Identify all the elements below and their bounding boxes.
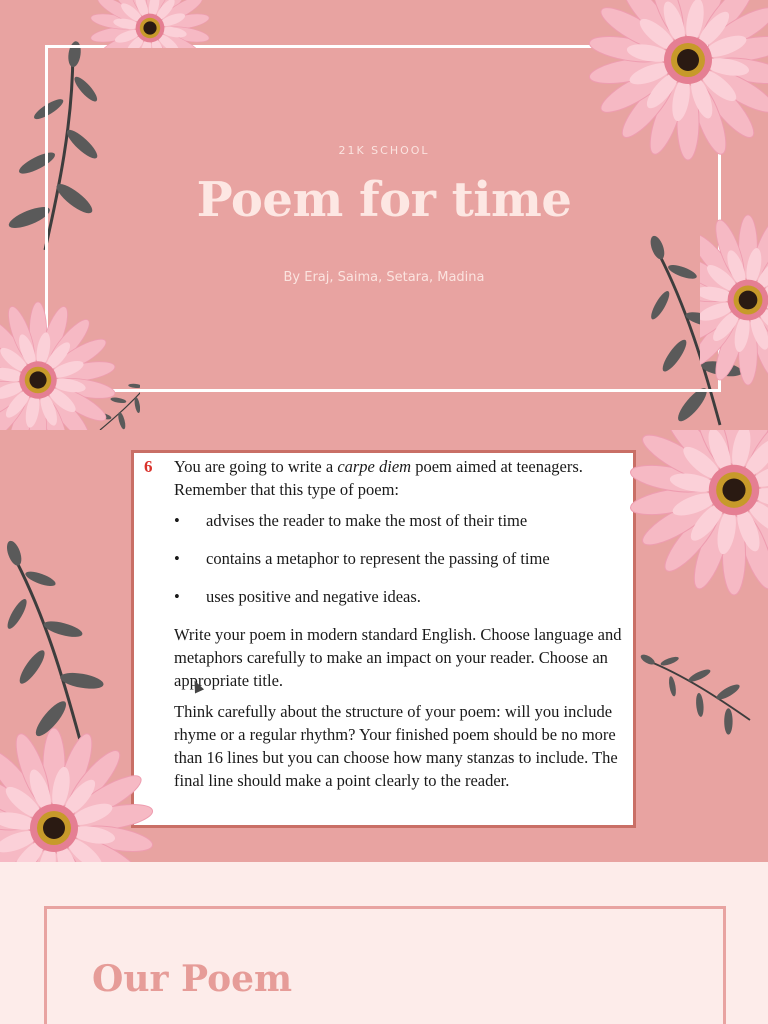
question-number: 6 <box>144 457 153 476</box>
title-slide <box>0 0 768 430</box>
task-intro: You are going to write a carpe diem poem aimed at teenagers. Remember that this type of poem: <box>174 457 583 499</box>
list-item: • uses positive and negative ideas. <box>174 585 623 608</box>
flower-bottom-left-icon <box>0 700 180 862</box>
task-paragraph-2: Think carefully about the structure of your poem: will you include rhyme or a regular rhythm? Your finished poem should be no more than 16 lines but you can choose how many stanzas to include. The final line should make a point clearly to the reader. <box>174 702 618 790</box>
task-slide <box>0 430 768 862</box>
school-label: 21K SCHOOL <box>338 144 430 157</box>
poem-slide <box>0 862 768 1024</box>
flower-right-icon <box>700 200 768 410</box>
list-item: • advises the reader to make the most of their time <box>174 509 623 532</box>
flower-bottom-left-icon <box>0 290 140 430</box>
task-paragraph-1: Write your poem in modern standard English. Choose language and metaphors carefully to make an impact on your reader. Choose an appropriate title. <box>174 625 622 690</box>
task-document <box>131 450 636 828</box>
authors-label: By Eraj, Saima, Setara, Madina <box>283 270 485 285</box>
list-item: • contains a metaphor to represent the passing of time <box>174 547 623 570</box>
section-title: Our Poem <box>92 958 293 1000</box>
flower-top-left-icon <box>85 0 215 48</box>
page-title: Poem for time <box>196 172 572 228</box>
leaf-sprig-right-icon <box>640 610 768 740</box>
flower-top-right-icon <box>600 430 768 620</box>
task-bullets <box>174 509 623 608</box>
